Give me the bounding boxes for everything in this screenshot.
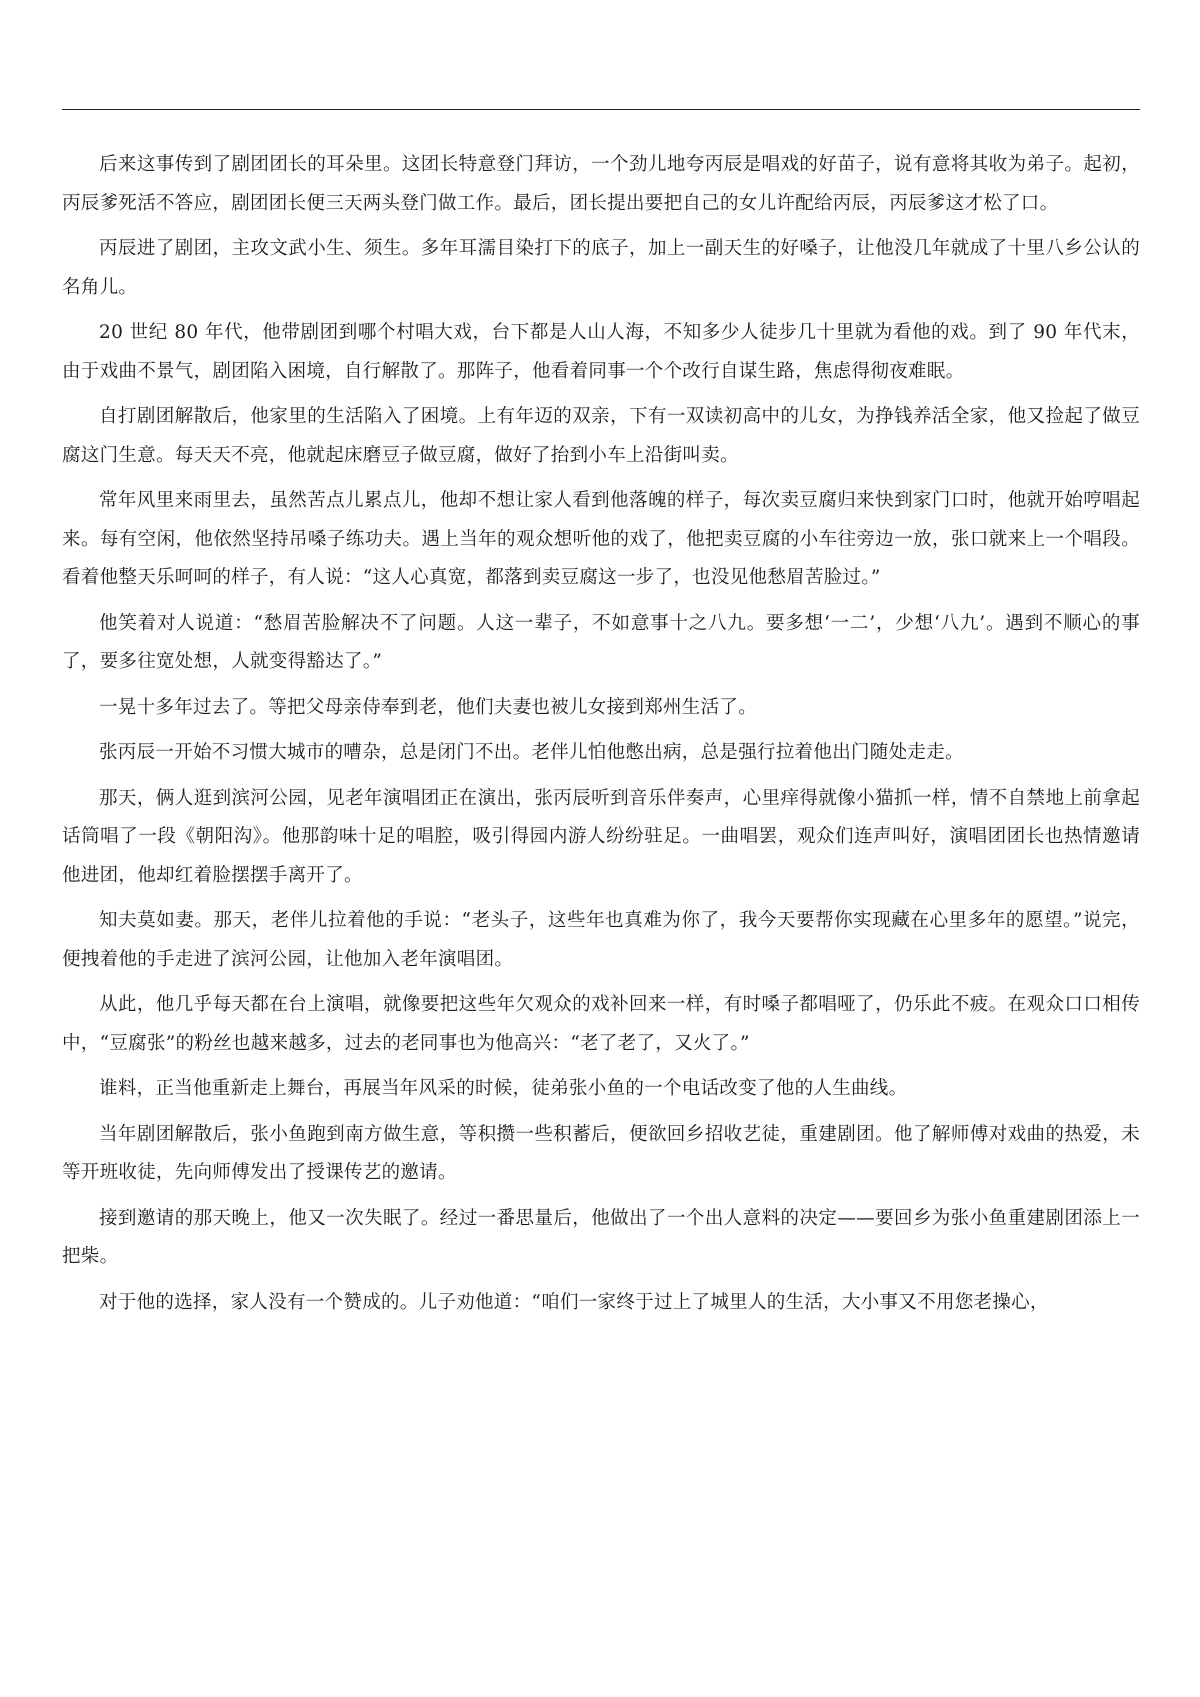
paragraph: 20 世纪 80 年代，他带剧团到哪个村唱大戏，台下都是人山人海，不知多少人徒步几十里就为看他的戏。到了 90 年代末，由于戏曲不景气，剧团陷入困境，自行解散了。那阵子，他看着同事一个个改行自谋生路，焦虑得彻夜难眠。 [62, 322, 1140, 382]
paragraph: 常年风里来雨里去，虽然苦点儿累点儿，他却不想让家人看到他落魄的样子，每次卖豆腐归来快到家门口时，他就开始哼唱起来。每有空闲，他依然坚持吊嗓子练功夫。遇上当年的观众想听他的戏了，他把卖豆腐的小车往旁边一放，张口就来上一个唱段。看着他整天乐呵呵的样子，有人说：“这人心真宽，都落到卖豆腐这一步了，也没见他愁眉苦脸过。” [62, 490, 1140, 588]
paragraph: 当年剧团解散后，张小鱼跑到南方做生意，等积攒一些积蓄后，便欲回乡招收艺徒，重建剧团。他了解师傅对戏曲的热爱，未等开班收徒，先向师傅发出了授课传艺的邀请。 [62, 1123, 1140, 1183]
paragraph: 张丙辰一开始不习惯大城市的嘈杂，总是闭门不出。老伴儿怕他憋出病，总是强行拉着他出门随处走走。 [99, 742, 964, 763]
paragraph: 那天，俩人逛到滨河公园，见老年演唱团正在演出，张丙辰听到音乐伴奏声，心里痒得就像小猫抓一样，情不自禁地上前拿起话筒唱了一段《朝阳沟》。他那韵味十足的唱腔，吸引得园内游人纷纷驻足。一曲唱罢，观众们连声叫好，演唱团团长也热情邀请他进团，他却红着脸摆摆手离开了。 [62, 787, 1140, 886]
paragraph: 接到邀请的那天晚上，他又一次失眠了。经过一番思量后，他做出了一个出人意料的决定——要回乡为张小鱼重建剧团添上一把柴。 [62, 1207, 1140, 1267]
paragraph: 从此，他几乎每天都在台上演唱，就像要把这些年欠观众的戏补回来一样，有时嗓子都唱哑了，仍乐此不疲。在观众口口相传中，“豆腐张”的粉丝也越来越多，过去的老同事也为他高兴：“老了老了，又火了。” [62, 994, 1140, 1054]
paragraph: 自打剧团解散后，他家里的生活陷入了困境。上有年迈的双亲，下有一双读初高中的儿女，为挣钱养活全家，他又捡起了做豆腐这门生意。每天天不亮，他就起床磨豆子做豆腐，做好了抬到小车上沿街叫卖。 [62, 406, 1140, 466]
paragraph: 丙辰进了剧团，主攻文武小生、须生。多年耳濡目染打下的底子，加上一副天生的好嗓子，让他没几年就成了十里八乡公认的名角儿。 [62, 238, 1140, 298]
header-rule [62, 109, 1140, 110]
paragraph: 知夫莫如妻。那天，老伴儿拉着他的手说：“老头子，这些年也真难为你了，我今天要帮你实现藏在心里多年的愿望。”说完，便拽着他的手走进了滨河公园，让他加入老年演唱团。 [62, 910, 1140, 970]
paragraph: 对于他的选择，家人没有一个赞成的。儿子劝他道：“咱们一家终于过上了城里人的生活，大小事又不用您老操心， [99, 1291, 1049, 1313]
paragraph: 后来这事传到了剧团团长的耳朵里。这团长特意登门拜访，一个劲儿地夸丙辰是唱戏的好苗子，说有意将其收为弟子。起初，丙辰爹死活不答应，剧团团长便三天两头登门做工作。最后，团长提出要把自己的女儿许配给丙辰，丙辰爹这才松了口。 [62, 154, 1140, 214]
paragraph: 谁料，正当他重新走上舞台，再展当年风采的时候，徒弟张小鱼的一个电话改变了他的人生曲线。 [99, 1078, 908, 1099]
paragraph: 他笑着对人说道：“愁眉苦脸解决不了问题。人这一辈子，不如意事十之八九。要多想‘一二’，少想‘八九’。遇到不顺心的事了，要多往宽处想，人就变得豁达了。” [62, 612, 1140, 672]
paragraph: 一晃十多年过去了。等把父母亲侍奉到老，他们夫妻也被儿女接到郑州生活了。 [99, 696, 758, 718]
article-body [62, 146, 1140, 1329]
